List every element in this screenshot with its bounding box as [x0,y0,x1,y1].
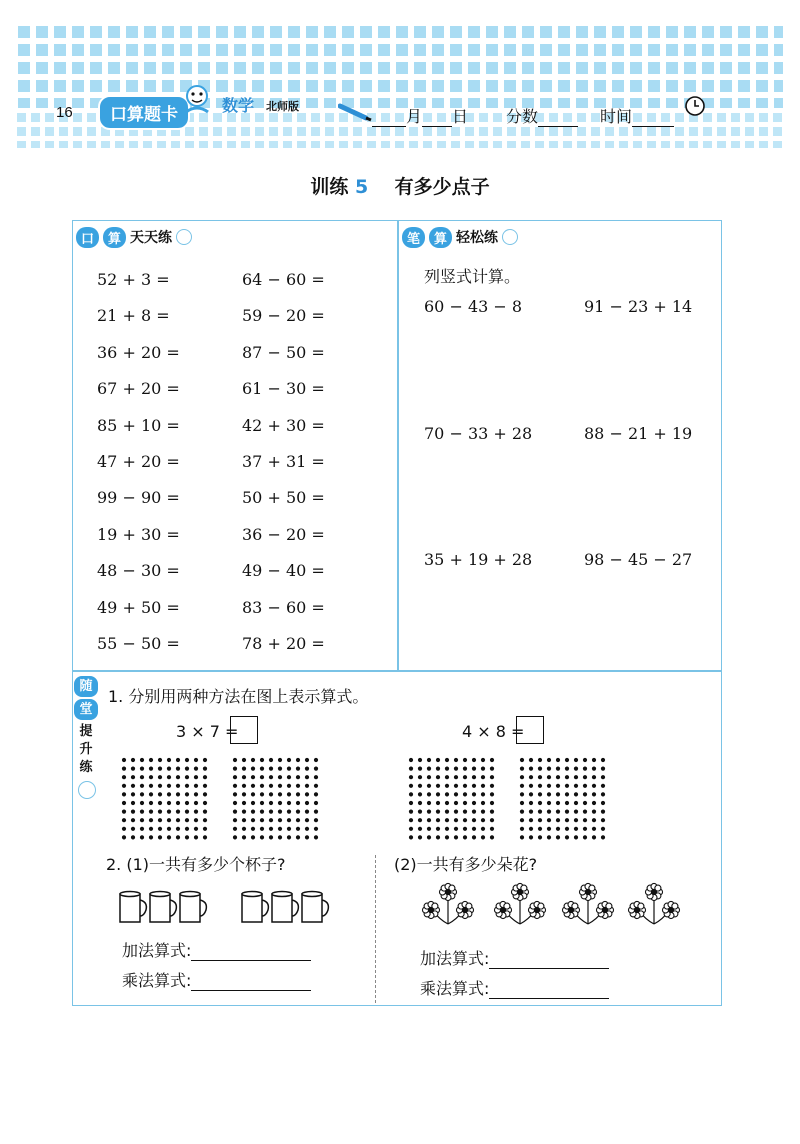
oral-equation: 87 − 50 = [242,342,325,362]
addition-label: 加法算式: [420,949,490,968]
multiplication-label: 乘法算式: [420,979,490,998]
oral-equation: 85 + 10 = [97,415,180,435]
addition-blank[interactable] [191,946,311,961]
multiplication-blank[interactable] [489,984,609,999]
oral-equation: 50 + 50 = [242,488,325,508]
oral-equation: 19 + 30 = [97,524,180,544]
equation-a: 3 × 7 = [176,722,239,741]
oral-equation: 55 − 50 = [97,634,180,653]
subject-label: 数学 [222,96,255,115]
score-label: 分数 [506,107,539,126]
flower-bunch-icon [562,883,613,924]
question-2-1: 2. (1)一共有多少个杯子? [106,855,286,874]
written-problem: 88 − 21 + 19 [584,424,693,443]
tag-text: 轻松练 [456,230,499,246]
addition-blank[interactable] [489,954,609,969]
time-label: 时间 [600,107,633,126]
oral-equation: 49 − 40 = [242,561,325,581]
cup-icon [272,892,298,923]
addition-line-2 [420,946,609,969]
oral-equation: 52 + 3 = [97,270,170,289]
oral-equation: 36 − 20 = [242,524,325,544]
multiplication-line-2 [420,976,609,999]
written-problem: 35 + 19 + 28 [424,550,533,569]
month-label: 月 [406,107,423,126]
tag-text: 提 [79,724,93,739]
brand-logo: 口算题卡 [98,95,190,130]
multiplication-line-1 [122,968,311,991]
oral-equation: 21 + 8 = [97,306,170,326]
multiplication-label: 乘法算式: [122,971,192,990]
oral-equation: 61 − 30 = [242,379,325,399]
cup-icon [120,892,146,923]
title-text: 有多少点子 [394,176,490,198]
written-problem: 98 − 45 − 27 [584,550,693,569]
tag-badge: 口 [76,227,99,248]
tag-badge: 笔 [402,227,425,248]
edition-label: 北师版 [266,100,299,113]
oral-equation: 49 + 50 = [97,597,180,617]
oral-equation: 37 + 31 = [242,452,325,471]
cups-illustration [118,890,338,926]
flower-bunch-icon [628,883,679,924]
cup-icon [302,892,328,923]
written-instruction: 列竖式计算。 [424,267,521,286]
dot-grid[interactable] [520,758,605,840]
title-number: 5 [354,176,369,198]
oral-equation: 36 + 20 = [97,342,180,362]
tag-badge: 堂 [74,699,98,720]
tag-text: 天天练 [130,230,173,246]
cup-icon [242,892,268,923]
oral-equation: 48 − 30 = [97,561,180,581]
addition-line-1 [122,938,311,961]
multiplication-blank[interactable] [191,976,311,991]
tag-text: 练 [79,760,93,775]
flower-bunch-icon [494,883,545,924]
title-prefix: 训练 [310,176,349,198]
oral-equation: 42 + 30 = [242,415,325,435]
flower-bunch-icon [422,883,473,924]
equation-b: 4 × 8 = [462,722,525,741]
tag-badge: 算 [103,227,126,248]
oral-equation: 59 − 20 = [242,306,325,326]
oral-equation: 99 − 90 = [97,488,180,508]
cup-icon [150,892,176,923]
oral-equation: 67 + 20 = [97,379,180,399]
written-problem: 91 − 23 + 14 [584,297,693,316]
written-problem: 60 − 43 − 8 [424,297,523,316]
tag-text: 升 [79,742,93,757]
oral-equation: 83 − 60 = [242,597,325,617]
page-number: 16 [56,104,73,121]
question-1: 1. 分别用两种方法在图上表示算式。 [108,687,369,706]
oral-equation: 47 + 20 = [97,452,180,471]
day-label: 日 [452,107,469,126]
dot-grid[interactable] [122,758,207,840]
dashed-divider [375,855,376,1003]
dot-grid[interactable] [233,758,318,840]
tag-badge: 随 [74,676,98,697]
oral-equation: 78 + 20 = [242,634,325,653]
tag-badge: 算 [429,227,452,248]
cup-icon [180,892,206,923]
written-problem: 70 − 33 + 28 [424,424,533,443]
dot-grid[interactable] [409,758,494,840]
flowers-illustration [412,880,692,928]
addition-label: 加法算式: [122,941,192,960]
question-2-2: (2)一共有多少朵花? [394,855,538,874]
oral-equation: 64 − 60 = [242,270,325,289]
